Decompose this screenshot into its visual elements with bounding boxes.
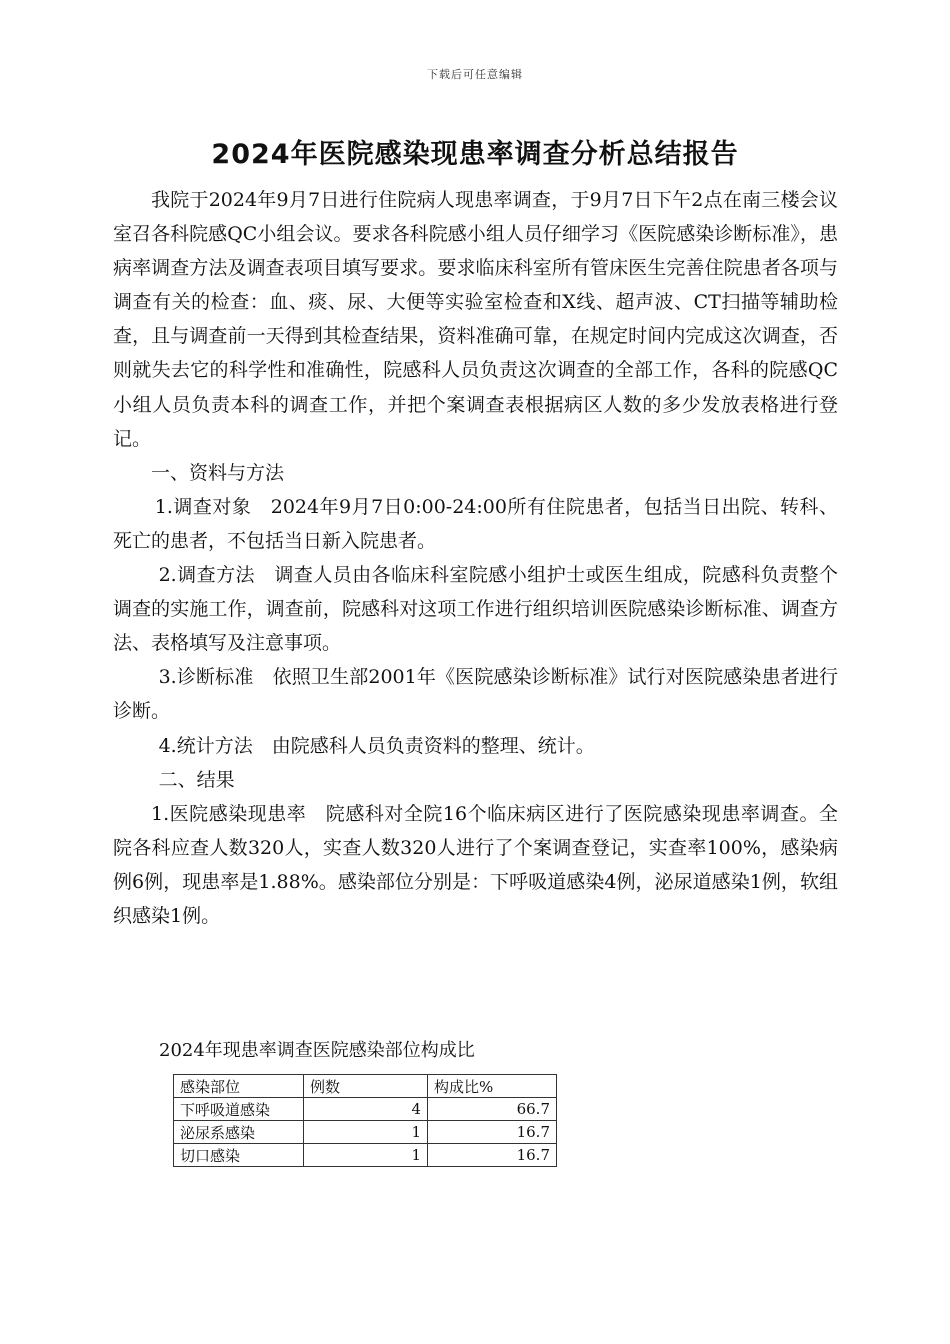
table-header-row (174, 1075, 557, 1098)
method-item-statistics: 4.统计方法 由院感科人员负责资料的整理、统计。 (158, 734, 595, 757)
table-cell-site: 泌尿系感染 (174, 1121, 304, 1144)
table-row (174, 1098, 557, 1121)
method-item-survey-subjects: 1.调查对象 2024年9月7日0:00-24:00所有住院患者，包括当日出院、转科、死亡的患者，不包括当日新入院患者。 (113, 495, 838, 552)
document-title: 2024年医院感染现患率调查分析总结报告 (211, 139, 739, 170)
table-cell-count: 1 (304, 1121, 428, 1144)
section-heading-results: 二、结果 (158, 768, 235, 791)
method-item-survey-method: 2.调查方法 调查人员由各临床科室院感小组护士或医生组成，院感科负责整个调查的实施工作，调查前，院感科对这项工作进行组织培训医院感染诊断标准、调查方法、表格填写及注意事项。 (113, 564, 838, 655)
table-cell-ratio: 16.7 (428, 1121, 557, 1144)
section-heading-methods: 一、资料与方法 (151, 461, 285, 484)
table-cell-count: 1 (304, 1144, 428, 1167)
method-item-diagnostic-criteria: 3.诊断标准 依照卫生部2001年《医院感染诊断标准》试行对医院感染患者进行诊断。 (113, 666, 838, 723)
header-note: 下载后可任意编辑 (427, 68, 523, 81)
intro-paragraph: 我院于2024年9月7日进行住院病人现患率调查，于9月7日下午2点在南三楼会议室召各科院感QC小组会议。要求各科院感小组人员仔细学习《医院感染诊断标准》，患病率调查方法及调查表项目填写要求。要求临床科室所有管床医生完善住院患者各项与调查有关的检查：血、痰、尿、大便等实验室检查和X线、超声波、CT扫描等辅助检查，且与调查前一天得到其检查结果，资料准确可靠，在规定时间内完成这次调查，否则就失去它的科学性和准确性，院感科人员负责这次调查的全部工作，各科的院感QC小组人员负责本科的调查工作，并把个案调查表根据病区人数的多少发放表格进行登记。 (113, 189, 838, 450)
table-header-cell: 构成比% (428, 1075, 557, 1098)
infection-site-table (173, 1074, 557, 1167)
table-cell-ratio: 66.7 (428, 1098, 557, 1121)
table-row (174, 1144, 557, 1167)
result-item-prevalence: 1.医院感染现患率 院感科对全院16个临床病区进行了医院感染现患率调查。全院各科应查人数320人，实查人数320人进行了个案调查登记，实查率100%，感染病例6例，现患率是1.88%。感染部位分别是：下呼吸道感染4例，泌尿道感染1例，软组织感染1例。 (113, 802, 838, 927)
table-header-cell: 例数 (304, 1075, 428, 1098)
table-cell-site: 下呼吸道感染 (174, 1098, 304, 1121)
table-row (174, 1121, 557, 1144)
table-cell-count: 4 (304, 1098, 428, 1121)
table-header-cell: 感染部位 (174, 1075, 304, 1098)
table-cell-ratio: 16.7 (428, 1144, 557, 1167)
table-caption: 2024年现患率调查医院感染部位构成比 (159, 1040, 475, 1061)
table-cell-site: 切口感染 (174, 1144, 304, 1167)
document-body (113, 183, 838, 933)
